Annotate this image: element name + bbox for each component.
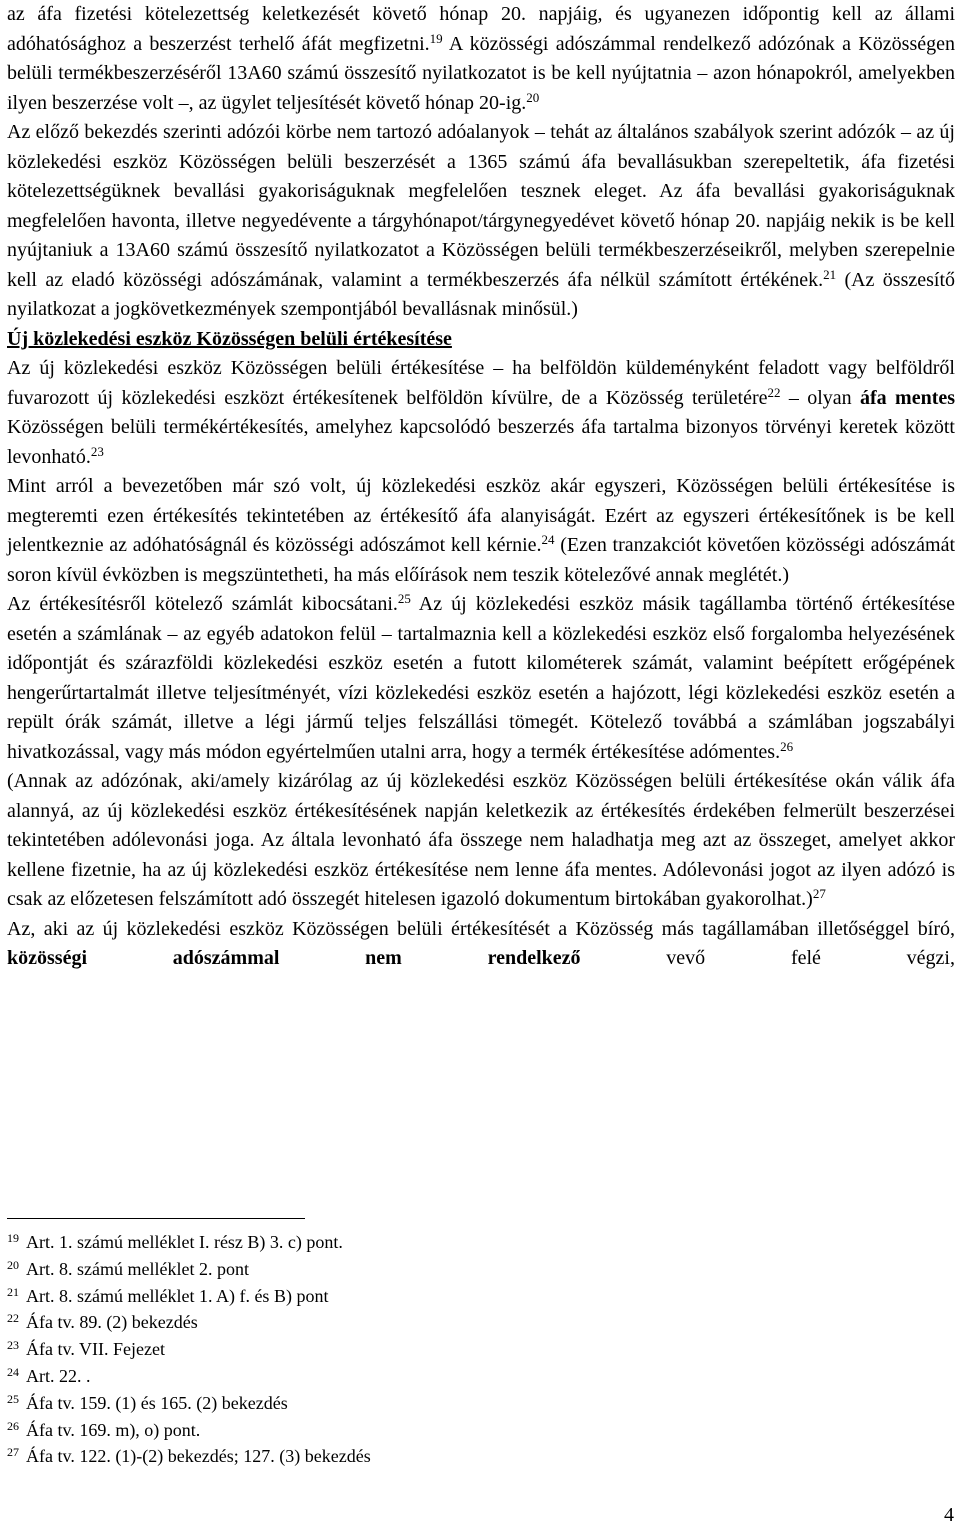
footnote-item (7, 1443, 371, 1470)
text-run: (Az összesítő nyilatkozat a jogkövetkezmények szempontjából bevallásnak minősül.) (7, 268, 955, 320)
footnote-number: 24 (7, 1364, 19, 1379)
footnote-number: 22 (7, 1311, 19, 1326)
text-run: (Ezen tranzakciót követően közösségi adószámát soron kívül évközben is megszüntetheti, ha más előírások nem teszik kötelezővé annak meglétét.) (7, 534, 955, 586)
footnote-text: Art. 8. számú melléklet 2. pont (26, 1258, 249, 1279)
footnote-number: 20 (7, 1257, 19, 1272)
paragraph-beszerzes-bevallas (7, 0, 955, 118)
footnote-ref[interactable]: 26 (780, 738, 794, 754)
footnote-text: Áfa tv. 89. (2) bekezdés (26, 1312, 198, 1333)
footnote-item (7, 1390, 371, 1417)
text-run: Mint arról a bevezetőben már szó volt, új közlekedési eszköz akár egyszeri, Közösségen belüli értékesítése is megteremti ezen értékesítés tekintetében az értékesítő áfa alanyiságát. Ezért az egyszeri értékesítőnek is be kell jelentkeznie az adóhatóságnál és közösségi adószámot kell kérnie. (7, 475, 955, 556)
footnote-number: 19 (7, 1231, 19, 1245)
footnote-item (7, 1363, 371, 1390)
footnote-ref[interactable]: 20 (526, 89, 540, 105)
footnote-separator (7, 1218, 305, 1219)
footnote-ref[interactable]: 23 (90, 443, 104, 459)
footnote-item (7, 1229, 371, 1256)
paragraph-altalanos-adozok (7, 118, 955, 325)
section-heading: Új közlekedési eszköz Közösségen belüli értékesítése (7, 327, 452, 350)
paragraph-ertekesites-mentes (7, 354, 955, 472)
bold-text: közösségi adószámmal nem rendelkező (7, 947, 581, 969)
footnote-ref[interactable]: 27 (812, 886, 826, 901)
text-run: Az új közlekedési eszköz másik tagállamba történő értékesítése esetén a számlának – az egyéb adatokon felül – tartalmaznia kell a közlekedési eszköz első forgalomba helyezésének időpontját és szárazföldi közlekedési eszköz esetén a futott kilométerek számát, valamint beépített erőgépének hengerűrtartalmát illetve teljesítményét, vízi közlekedési eszköz esetén a hajózott, légi közlekedési eszköz esetén a repült órák számát, illetve a légi jármű teljes felszállási tömegét. Kötelező továbbá a számlában jogszabályi hivatkozással, vagy más módon egyértelműen utalni arra, hogy a termék értékesítése adómentes. (7, 593, 955, 763)
text-run: Az új közlekedési eszköz Közösségen belüli értékesítése – ha belföldön küldeményként feladott vagy belföldről fuvarozott új közlekedési eszközt értékesítenek belföldön kívülre, de a Közösség területére (7, 357, 955, 409)
bold-text: áfa mentes (860, 386, 956, 409)
paragraph-vevo-nem-rendelkezo (7, 915, 955, 974)
text-run: Az előző bekezdés szerinti adózói körbe nem tartozó adóalanyok – tehát az általános szabályok szerint adózók – az új közlekedési eszköz Közösségen belüli beszerzését a 1365 számú áfa bevallásukban szerepeltetik, áfa fizetési kötelezettségüknek bevallási gyakoriságuknak megfelelően tesznek eleget. Az áfa bevallási gyakoriságuknak megfelelően havonta, illetve negyedévente a tárgyhónapot/tárgynegyedévet követő hónap 20. napjáig nekik is be kell nyújtaniuk a 13A60 számú összesítő nyilatkozatot a Közösségen belüli termékbeszerzéseikről, melyben szerepelnie kell az eladó közösségi adószámának, valamint a termékbeszerzés áfa nélkül számított értékének. (7, 121, 955, 291)
text-run: A közösségi adószámmal rendelkező adózónak a Közösségen belüli termékbeszerzéséről 13A60 számú összesítő nyilatkozatot is be kell nyújtatnia – azon hónapokról, amelyekben ilyen beszerzése volt –, az ügylet teljesítését követő hónap 20-ig. (7, 32, 955, 114)
text-run: – olyan (780, 386, 861, 409)
footnote-item (7, 1336, 371, 1363)
footnote-text: Art. 1. számú melléklet I. rész B) 3. c) pont. (26, 1232, 343, 1252)
page-number: 4 (944, 1504, 954, 1526)
paragraph-adoalanyisag (7, 472, 955, 590)
footnote-item (7, 1283, 371, 1310)
footnote-item (7, 1256, 371, 1283)
text-run: Az, aki az új közlekedési eszköz Közösségen belüli értékesítését a Közösség más tagállamában illetőséggel bíró, (7, 917, 955, 940)
footnote-item (7, 1417, 371, 1444)
footnote-ref[interactable]: 19 (429, 30, 443, 46)
footnote-number: 25 (7, 1391, 19, 1406)
document-body (7, 0, 955, 974)
footnote-ref[interactable]: 24 (541, 532, 555, 547)
footnote-text: Art. 8. számú melléklet 1. A) f. és B) pont (26, 1285, 329, 1306)
footnote-number: 27 (7, 1445, 19, 1460)
footnotes (7, 1229, 371, 1470)
footnote-number: 21 (7, 1284, 19, 1299)
footnote-text: Áfa tv. 159. (1) és 165. (2) bekezdés (26, 1392, 288, 1413)
paragraph-szamla (7, 590, 955, 767)
footnote-item (7, 1309, 371, 1336)
paragraph-adolevonas (7, 767, 955, 915)
text-run: vevő felé végzi, (580, 947, 955, 969)
footnote-text: Áfa tv. VII. Fejezet (26, 1339, 165, 1360)
footnote-text: Art. 22. . (26, 1365, 91, 1386)
text-run: Az értékesítésről kötelező számlát kibocsátani. (7, 593, 398, 615)
text-run: az áfa fizetési kötelezettség keletkezését követő hónap 20. napjáig, és ugyanezen időpontig kell az állami adóhatósághoz a beszerzést terhelő áfát megfizetni. (7, 3, 955, 55)
footnote-text: Áfa tv. 122. (1)-(2) bekezdés; 127. (3) bekezdés (26, 1446, 371, 1467)
footnote-text: Áfa tv. 169. m), o) pont. (26, 1419, 201, 1440)
text-run: Közösségen belüli termékértékesítés, amelyhez kapcsolódó beszerzés áfa tartalma bizonyos törvényi keretek között levonható. (7, 416, 955, 468)
text-run: (Annak az adózónak, aki/amely kizárólag az új közlekedési eszköz Közösségen belüli értékesítése okán válik áfa alannyá, az új közlekedési eszköz értékesítésének napján keletkezik az értékesítés érdekében felmerült beszerzései tekintetében adólevonási joga. Az általa levonható áfa összege nem haladhatja meg azt az összeget, amelyet akkor kellene fizetnie, ha az új közlekedési eszköz értékesítése nem lenne áfa mentes. Adólevonási jogot az ilyen adózó is csak az előzetesen felszámított adó összegét hitelesen igazoló dokumentum birtokában gyakorolhat.) (7, 770, 955, 910)
footnote-number: 23 (7, 1338, 19, 1353)
footnote-number: 26 (7, 1418, 19, 1433)
footnote-ref[interactable]: 22 (767, 384, 781, 400)
footnote-ref[interactable]: 25 (397, 591, 411, 606)
footnote-ref[interactable]: 21 (823, 266, 837, 282)
